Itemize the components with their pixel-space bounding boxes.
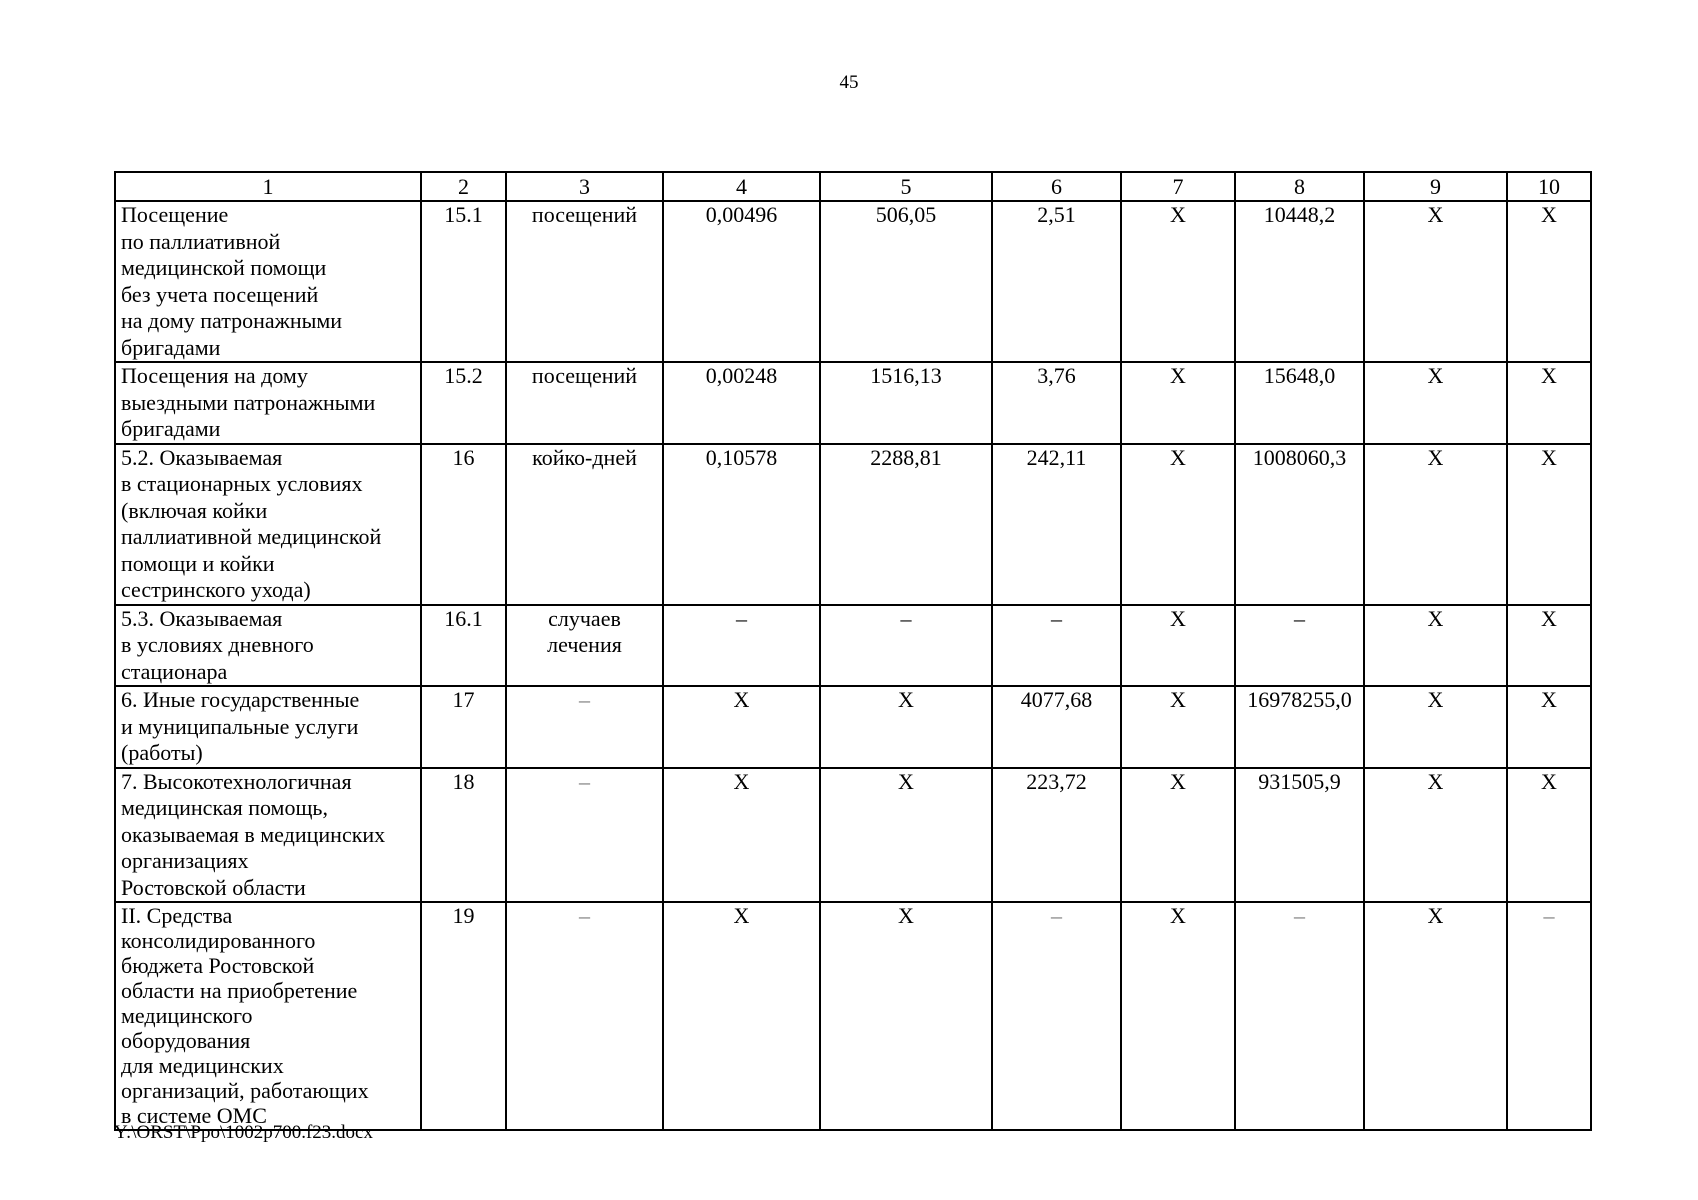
unit-cell: посещений: [506, 201, 663, 362]
value-cell: –: [663, 605, 820, 687]
value-cell: 15648,0: [1235, 362, 1364, 444]
value-cell: –: [1507, 902, 1591, 1130]
table-row: [115, 362, 1591, 444]
row-name-line: в условиях дневного: [121, 632, 314, 657]
table-row: [115, 444, 1591, 605]
column-header: 8: [1235, 172, 1364, 201]
value-cell: Х: [1121, 902, 1235, 1130]
value-cell: Х: [1364, 362, 1507, 444]
value-cell: Х: [1121, 605, 1235, 687]
row-name-line: и муниципальные услуги: [121, 713, 359, 739]
value-cell: Х: [1364, 605, 1507, 687]
row-name-line: оказываемая в медицинских: [121, 821, 386, 847]
row-code-cell: 19: [421, 902, 506, 1130]
value-cell: –: [992, 605, 1121, 687]
row-name-line: Ростовской области: [121, 874, 306, 900]
footer-file-path: Y:\ORST\Ppo\1002p700.f23.docx: [114, 1122, 373, 1143]
value-cell: Х: [1121, 768, 1235, 903]
value-cell: 223,72: [992, 768, 1121, 903]
value-cell: 0,00248: [663, 362, 820, 444]
row-name-line: в стационарных условиях: [121, 471, 363, 496]
row-name-line: в системе ОМС: [121, 1103, 267, 1128]
unit-cell: –: [506, 768, 663, 903]
row-name-line: консолидированного: [121, 928, 316, 953]
value-cell: Х: [1364, 201, 1507, 362]
row-name-line: для медицинских: [121, 1053, 284, 1078]
row-code-cell: 18: [421, 768, 506, 903]
row-name-line: 6. Иные государственные: [121, 687, 360, 712]
row-name-line: (включая койки: [121, 497, 268, 523]
column-header: 7: [1121, 172, 1235, 201]
table-header-row: [115, 172, 1591, 201]
row-name-line: 7. Высокотехнологичная: [121, 768, 352, 794]
table-row: [115, 768, 1591, 903]
page-number: 45: [839, 72, 859, 93]
row-name-line: медицинского: [121, 1003, 253, 1028]
value-cell: Х: [1121, 444, 1235, 605]
row-name-line: бюджета Ростовской: [121, 953, 315, 978]
value-cell: 242,11: [992, 444, 1121, 605]
row-name-cell: [115, 201, 421, 362]
table-row: [115, 902, 1591, 1130]
row-name-line: оборудования: [121, 1028, 251, 1053]
row-name-line: 5.2. Оказываемая: [121, 444, 283, 470]
value-cell: Х: [1507, 605, 1591, 687]
value-cell: Х: [1121, 362, 1235, 444]
column-header: 9: [1364, 172, 1507, 201]
row-name-line: (работы): [121, 740, 203, 765]
row-name-line: Посещения на дому: [121, 363, 308, 388]
column-header: 6: [992, 172, 1121, 201]
value-cell: 0,00496: [663, 201, 820, 362]
value-cell: –: [1235, 902, 1364, 1130]
value-cell: Х: [663, 768, 820, 903]
value-cell: Х: [1364, 902, 1507, 1130]
value-cell: Х: [820, 686, 992, 768]
row-code-cell: 15.1: [421, 201, 506, 362]
column-header: 1: [115, 172, 421, 201]
row-name-line: медицинской помощи: [121, 255, 327, 280]
table-row: [115, 201, 1591, 362]
row-name-line: паллиативной медицинской: [121, 524, 382, 549]
column-header: 2: [421, 172, 506, 201]
table-row: [115, 686, 1591, 768]
column-header: 10: [1507, 172, 1591, 201]
row-name-line: бригадами: [121, 416, 221, 441]
row-name-line: стационара: [121, 658, 228, 684]
row-name-line: бригадами: [121, 334, 221, 360]
value-cell: –: [820, 605, 992, 687]
value-cell: 10448,2: [1235, 201, 1364, 362]
row-name-line: области на приобретение: [121, 978, 358, 1003]
unit-cell: –: [506, 686, 663, 768]
value-cell: 1516,13: [820, 362, 992, 444]
data-table: [114, 171, 1592, 1131]
value-cell: –: [992, 902, 1121, 1130]
row-name-cell: [115, 605, 421, 687]
row-name-line: на дому патронажными: [121, 308, 343, 333]
value-cell: Х: [1507, 201, 1591, 362]
row-name-line: 5.3. Оказываемая: [121, 605, 283, 631]
value-cell: 506,05: [820, 201, 992, 362]
value-cell: Х: [663, 686, 820, 768]
value-cell: 3,76: [992, 362, 1121, 444]
row-name-cell: [115, 902, 421, 1130]
value-cell: Х: [1364, 768, 1507, 903]
row-name-line: выездными патронажными: [121, 389, 376, 415]
value-cell: 1008060,3: [1235, 444, 1364, 605]
value-cell: 2288,81: [820, 444, 992, 605]
row-code-cell: 16: [421, 444, 506, 605]
value-cell: 2,51: [992, 201, 1121, 362]
value-cell: 0,10578: [663, 444, 820, 605]
value-cell: Х: [820, 902, 992, 1130]
column-header: 5: [820, 172, 992, 201]
row-name-cell: [115, 768, 421, 903]
row-name-line: по паллиативной: [121, 228, 281, 254]
value-cell: Х: [1121, 686, 1235, 768]
row-code-cell: 16.1: [421, 605, 506, 687]
row-name-line: без учета посещений: [121, 281, 319, 307]
value-cell: Х: [1364, 444, 1507, 605]
value-cell: Х: [1507, 686, 1591, 768]
value-cell: 931505,9: [1235, 768, 1364, 903]
row-name-line: сестринского ухода): [121, 577, 311, 602]
row-code-cell: 17: [421, 686, 506, 768]
row-name-line: помощи и койки: [121, 550, 275, 576]
value-cell: Х: [1364, 686, 1507, 768]
unit-cell: –: [506, 902, 663, 1130]
row-name-line: медицинская помощь,: [121, 795, 328, 820]
value-cell: Х: [1507, 768, 1591, 903]
column-header: 3: [506, 172, 663, 201]
value-cell: Х: [1507, 362, 1591, 444]
unit-cell: койко-дней: [506, 444, 663, 605]
value-cell: 4077,68: [992, 686, 1121, 768]
row-name-cell: [115, 362, 421, 444]
row-code-cell: 15.2: [421, 362, 506, 444]
column-header: 4: [663, 172, 820, 201]
unit-cell: посещений: [506, 362, 663, 444]
value-cell: Х: [820, 768, 992, 903]
row-name-line: организациях: [121, 848, 249, 873]
row-name-line: II. Средства: [121, 903, 233, 928]
value-cell: 16978255,0: [1235, 686, 1364, 768]
row-name-line: Посещение: [121, 202, 229, 227]
value-cell: Х: [1121, 201, 1235, 362]
row-name-cell: [115, 444, 421, 605]
value-cell: Х: [663, 902, 820, 1130]
row-name-line: организаций, работающих: [121, 1078, 369, 1103]
table-row: [115, 605, 1591, 687]
row-name-cell: [115, 686, 421, 768]
unit-cell: случаев лечения: [506, 605, 663, 687]
value-cell: –: [1235, 605, 1364, 687]
value-cell: Х: [1507, 444, 1591, 605]
